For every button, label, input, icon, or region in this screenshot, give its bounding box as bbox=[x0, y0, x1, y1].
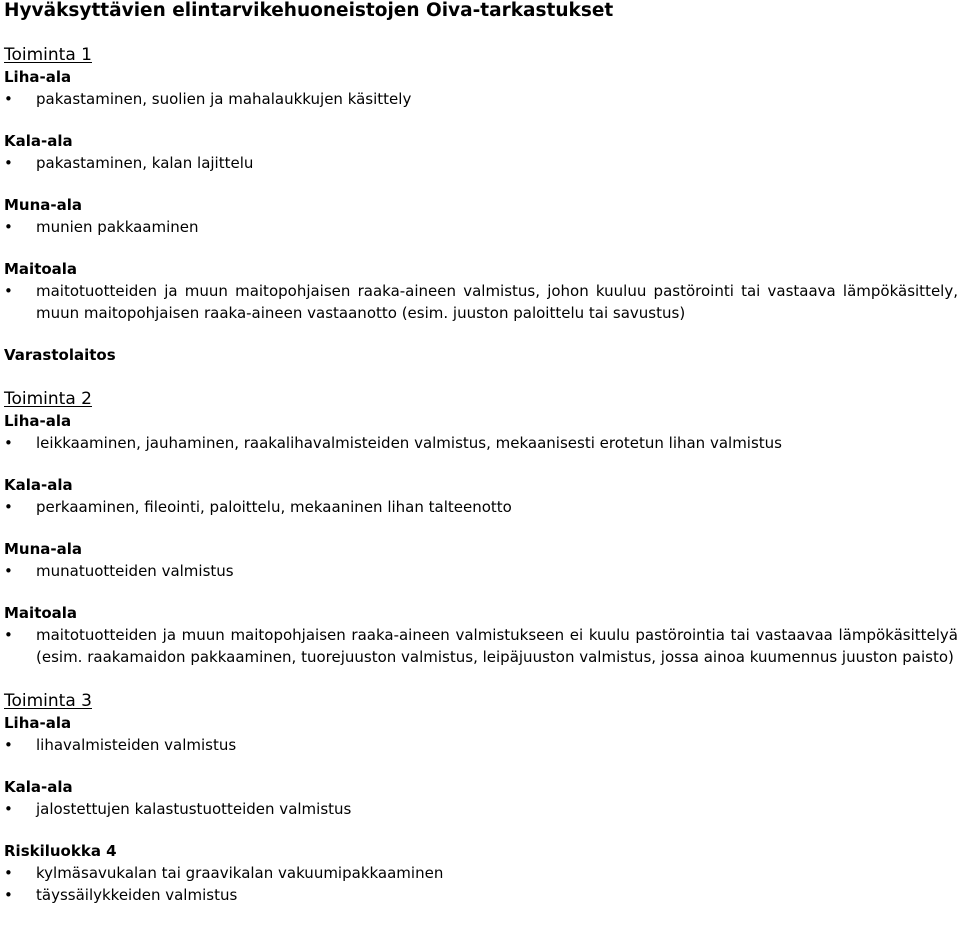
t2-liha-list bbox=[4, 432, 958, 454]
bullet-icon: • bbox=[4, 562, 13, 580]
list-item: • pakastaminen, kalan lajittelu bbox=[4, 154, 254, 172]
riskiluokka-4-heading: Riskiluokka 4 bbox=[4, 842, 117, 860]
list-item: • munien pakkaaminen bbox=[4, 218, 199, 236]
list-item: • maitotuotteiden ja muun maitopohjaisen raaka-aineen valmistus, johon kuuluu pastörointi tai vastaava lämpökäsittely, muun maitopohjaisen raaka-aineen vastaanotto (esim. juuston paloittelu tai savustus) bbox=[4, 282, 958, 322]
bullet-icon: • bbox=[4, 498, 13, 516]
t2-kala-label: Kala-ala bbox=[4, 476, 73, 494]
list-item: • pakastaminen, suolien ja mahalaukkujen käsittely bbox=[4, 90, 412, 108]
t1-maito-label: Maitoala bbox=[4, 260, 78, 278]
toiminta-3-heading: Toiminta 3 bbox=[4, 691, 92, 711]
bullet-icon: • bbox=[4, 886, 13, 904]
riski4-list bbox=[4, 862, 958, 906]
bullet-icon: • bbox=[4, 90, 13, 108]
t2-liha-label: Liha-ala bbox=[4, 412, 72, 430]
t2-muna-label: Muna-ala bbox=[4, 540, 83, 558]
bullet-icon: • bbox=[4, 864, 13, 882]
t2-muna-list bbox=[4, 560, 958, 582]
list-item: • perkaaminen, fileointi, paloittelu, mekaaninen lihan talteenotto bbox=[4, 498, 512, 516]
list-item: • täyssäilykkeiden valmistus bbox=[4, 886, 238, 904]
t3-kala-list bbox=[4, 798, 958, 820]
t1-kala-list bbox=[4, 152, 958, 174]
document bbox=[4, 0, 958, 906]
bullet-icon: • bbox=[4, 282, 13, 300]
list-item: • leikkaaminen, jauhaminen, raakalihavalmisteiden valmistus, mekaanisesti erotetun lihan valmistus bbox=[4, 434, 782, 452]
document-title: Hyväksyttävien elintarvikehuoneistojen Oiva-tarkastukset bbox=[4, 0, 614, 21]
list-item: • jalostettujen kalastustuotteiden valmistus bbox=[4, 800, 352, 818]
bullet-icon: • bbox=[4, 800, 13, 818]
t1-liha-label: Liha-ala bbox=[4, 68, 72, 86]
list-item: • kylmäsavukalan tai graavikalan vakuumipakkaaminen bbox=[4, 864, 444, 882]
t2-maito-list bbox=[4, 624, 958, 668]
toiminta-2-heading: Toiminta 2 bbox=[4, 389, 92, 409]
t3-liha-label: Liha-ala bbox=[4, 714, 72, 732]
t3-liha-list bbox=[4, 734, 958, 756]
bullet-icon: • bbox=[4, 434, 13, 452]
bullet-icon: • bbox=[4, 736, 13, 754]
toiminta-1-heading: Toiminta 1 bbox=[4, 45, 92, 65]
t2-maito-label: Maitoala bbox=[4, 604, 78, 622]
t2-kala-list bbox=[4, 496, 958, 518]
bullet-icon: • bbox=[4, 154, 13, 172]
bullet-icon: • bbox=[4, 626, 13, 644]
t3-kala-label: Kala-ala bbox=[4, 778, 73, 796]
list-item: • lihavalmisteiden valmistus bbox=[4, 736, 237, 754]
t1-maito-list bbox=[4, 280, 958, 324]
t1-liha-list bbox=[4, 88, 958, 110]
list-item: • munatuotteiden valmistus bbox=[4, 562, 234, 580]
t1-muna-label: Muna-ala bbox=[4, 196, 83, 214]
t1-varasto-label: Varastolaitos bbox=[4, 346, 116, 364]
list-item: • maitotuotteiden ja muun maitopohjaisen raaka-aineen valmistukseen ei kuulu pastörointia tai vastaavaa lämpökäsittelyä (esim. raakamaidon pakkaaminen, tuorejuuston valmistus, leipäjuuston valmistus, jossa ainoa kuumennus juuston paisto) bbox=[4, 626, 958, 666]
bullet-icon: • bbox=[4, 218, 13, 236]
t1-kala-label: Kala-ala bbox=[4, 132, 73, 150]
t1-muna-list bbox=[4, 216, 958, 238]
